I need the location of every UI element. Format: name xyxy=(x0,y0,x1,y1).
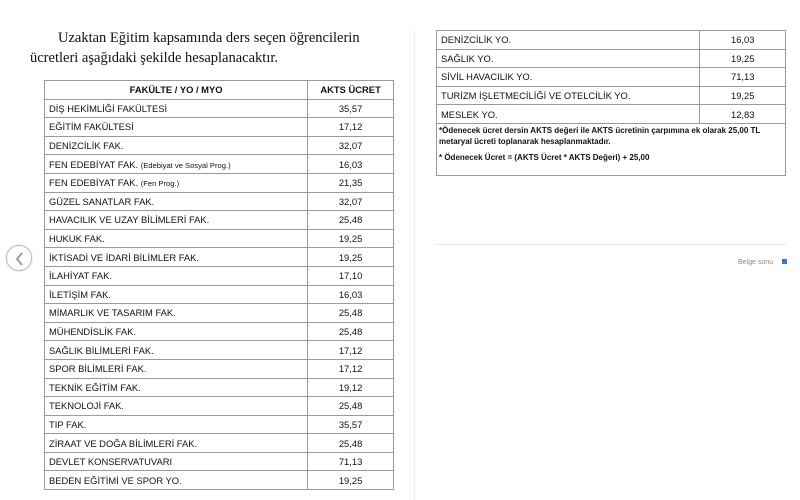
table-row xyxy=(45,452,394,471)
unit-cell xyxy=(45,173,308,192)
table-row xyxy=(45,471,394,490)
fee-cell: 21,35 xyxy=(308,173,394,192)
table-row xyxy=(45,99,394,118)
table-row xyxy=(437,105,786,124)
table-row xyxy=(45,341,394,360)
fee-table-continued xyxy=(436,30,786,124)
table-row xyxy=(437,86,786,105)
fee-cell: 12,83 xyxy=(700,105,786,124)
unit-name: HUKUK FAK. xyxy=(49,233,105,245)
fee-cell: 25,48 xyxy=(308,397,394,416)
table-row xyxy=(45,397,394,416)
fee-cell: 19,25 xyxy=(700,49,786,68)
unit-name: GÜZEL SANATLAR FAK. xyxy=(49,195,155,207)
table-row xyxy=(437,31,786,50)
table-row xyxy=(45,192,394,211)
unit-name: TEKNOLOJİ FAK. xyxy=(49,400,125,412)
table-row xyxy=(45,322,394,341)
unit-cell xyxy=(45,452,308,471)
unit-cell xyxy=(45,99,308,118)
fee-cell: 25,48 xyxy=(308,211,394,230)
table-row xyxy=(45,378,394,397)
column-header-fee: AKTS ÜCRET xyxy=(308,81,394,100)
unit-name: MİMARLIK VE TASARIM FAK. xyxy=(49,307,176,319)
unit-cell xyxy=(45,397,308,416)
unit-name: İLAHİYAT FAK. xyxy=(49,270,113,282)
chevron-left-icon xyxy=(14,252,26,266)
table-row xyxy=(45,173,394,192)
unit-cell xyxy=(45,341,308,360)
unit-cell xyxy=(45,378,308,397)
fee-cell: 16,03 xyxy=(700,31,786,50)
unit-name: SAĞLIK YO. xyxy=(441,52,494,64)
unit-note: (Edebiyat ve Sosyal Prog.) xyxy=(140,160,231,170)
unit-name: FEN EDEBİYAT FAK. xyxy=(49,177,139,189)
fee-cell: 19,25 xyxy=(700,86,786,105)
unit-name: ZİRAAT VE DOĞA BİLİMLERİ FAK. xyxy=(49,437,198,449)
table-row xyxy=(45,304,394,323)
table-row xyxy=(45,248,394,267)
table-row xyxy=(45,155,394,174)
unit-name: FEN EDEBİYAT FAK. xyxy=(49,158,139,170)
unit-name: BEDEN EĞİTİMİ VE SPOR YO. xyxy=(49,474,182,486)
fee-cell: 32,07 xyxy=(308,192,394,211)
unit-name: EĞİTİM FAKÜLTESİ xyxy=(49,121,134,133)
fee-cell: 35,57 xyxy=(308,99,394,118)
fee-cell: 71,13 xyxy=(308,452,394,471)
previous-page-button[interactable] xyxy=(6,245,32,271)
fee-cell: 32,07 xyxy=(308,136,394,155)
document-end-marker xyxy=(782,259,787,264)
unit-cell xyxy=(45,322,308,341)
fee-cell: 71,13 xyxy=(700,68,786,87)
unit-cell xyxy=(45,359,308,378)
unit-name: DEVLET KONSERVATUVARI xyxy=(49,456,173,468)
unit-name: İLETİŞİM FAK. xyxy=(49,288,111,300)
fee-cell: 16,03 xyxy=(308,285,394,304)
fee-cell: 17,10 xyxy=(308,266,394,285)
table-row xyxy=(45,266,394,285)
table-row xyxy=(45,359,394,378)
unit-cell xyxy=(45,304,308,323)
table-row xyxy=(437,49,786,68)
column-header-unit: FAKÜLTE / YO / MYO xyxy=(45,81,308,100)
fee-cell: 19,25 xyxy=(308,248,394,267)
table-row xyxy=(45,118,394,137)
unit-cell xyxy=(437,105,700,124)
unit-name: DİŞ HEKİMLİĞİ FAKÜLTESİ xyxy=(49,102,168,114)
table-row xyxy=(45,285,394,304)
unit-cell xyxy=(45,211,308,230)
unit-cell xyxy=(45,155,308,174)
fee-cell: 19,25 xyxy=(308,471,394,490)
fee-cell: 17,12 xyxy=(308,359,394,378)
table-row xyxy=(45,229,394,248)
unit-cell xyxy=(45,266,308,285)
fee-cell: 25,48 xyxy=(308,322,394,341)
unit-cell xyxy=(45,285,308,304)
fee-table xyxy=(44,80,394,490)
fee-cell: 17,12 xyxy=(308,118,394,137)
table-header-row xyxy=(45,81,394,100)
fee-cell: 25,48 xyxy=(308,304,394,323)
unit-cell xyxy=(45,415,308,434)
note-calculation: *Ödenecek ücret dersin AKTS değeri ile AKTS ücretinin çarpımına ek olarak 25,00 TL metaryal ücreti toplanarak hesaplanmaktadır. xyxy=(439,126,761,146)
unit-name: TIP FAK. xyxy=(49,418,87,430)
unit-name: MESLEK YO. xyxy=(441,108,498,120)
unit-cell xyxy=(437,49,700,68)
document-page-right xyxy=(430,30,786,500)
unit-name: MÜHENDİSLİK FAK. xyxy=(49,326,136,338)
table-row xyxy=(45,415,394,434)
unit-name: DENİZCİLİK YO. xyxy=(441,34,512,46)
unit-name: SPOR BİLİMLERİ FAK. xyxy=(49,363,147,375)
unit-name: HAVACILIK VE UZAY BİLİMLERİ FAK. xyxy=(49,214,210,226)
fee-notes xyxy=(436,124,786,176)
document-page-left xyxy=(30,28,392,500)
unit-cell xyxy=(45,192,308,211)
fee-cell: 16,03 xyxy=(308,155,394,174)
unit-cell xyxy=(437,31,700,50)
unit-cell xyxy=(45,118,308,137)
intro-paragraph: Uzaktan Eğitim kapsamında ders seçen öğrencilerin ücretleri aşağıdaki şekilde hesaplanacaktır. xyxy=(30,30,360,66)
unit-note: (Fen Prog.) xyxy=(140,179,180,189)
note-formula: * Ödenecek Ücret = (AKTS Ücret * AKTS Değeri) + 25,00 xyxy=(439,153,650,162)
table-row xyxy=(45,211,394,230)
unit-cell xyxy=(437,68,700,87)
unit-name: İKTİSADİ VE İDARİ BİLİMLER FAK. xyxy=(49,251,200,263)
unit-name: DENİZCİLİK FAK. xyxy=(49,140,124,152)
document-end-label: Belge sonu xyxy=(738,259,774,266)
unit-name: TEKNİK EĞİTİM FAK. xyxy=(49,381,141,393)
table-row xyxy=(437,68,786,87)
unit-name: SAĞLIK BİLİMLERİ FAK. xyxy=(49,344,154,356)
fee-cell: 25,48 xyxy=(308,434,394,453)
unit-cell xyxy=(45,136,308,155)
fee-cell: 35,57 xyxy=(308,415,394,434)
page-separator xyxy=(414,30,415,500)
unit-cell xyxy=(45,471,308,490)
unit-cell xyxy=(437,86,700,105)
unit-cell xyxy=(45,248,308,267)
unit-name: SİVİL HAVACILIK YO. xyxy=(441,71,533,83)
table-row xyxy=(45,136,394,155)
unit-cell xyxy=(45,229,308,248)
table-row xyxy=(45,434,394,453)
document-end-divider xyxy=(436,244,786,245)
fee-cell: 17,12 xyxy=(308,341,394,360)
fee-cell: 19,12 xyxy=(308,378,394,397)
fee-cell: 19,25 xyxy=(308,229,394,248)
unit-cell xyxy=(45,434,308,453)
unit-name: TURİZM İŞLETMECİLİĞİ VE OTELCİLİK YO. xyxy=(441,90,631,102)
